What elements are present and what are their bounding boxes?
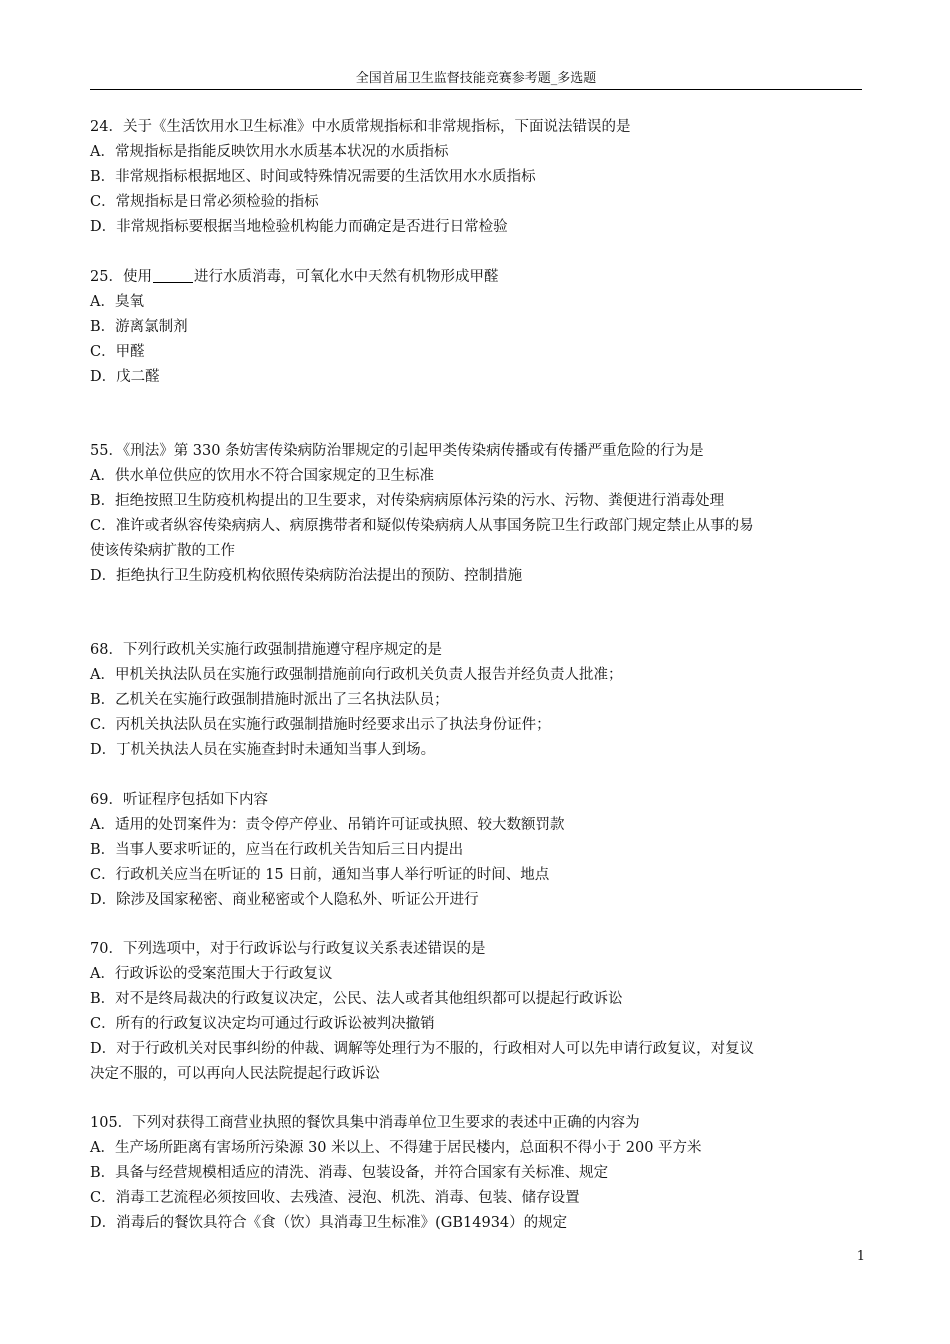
option-c: C．消毒工艺流程必须按回收、去残渣、浸泡、机洗、消毒、包装、储存设置 bbox=[90, 1190, 580, 1206]
option-c: C．甲醛 bbox=[90, 344, 145, 360]
option-d-continued: 决定不服的，可以再向人民法院提起行政诉讼 bbox=[90, 1066, 380, 1082]
option-b: B．拒绝按照卫生防疫机构提出的卫生要求，对传染病病原体污染的污水、污物、粪便进行消毒处理 bbox=[90, 493, 725, 509]
option-d: D．消毒后的餐饮具符合《食（饮）具消毒卫生标准》(GB14934）的规定 bbox=[90, 1215, 568, 1231]
question-stem: 70．下列选项中，对于行政诉讼与行政复议关系表述错误的是 bbox=[90, 941, 486, 957]
question-stem bbox=[90, 265, 862, 290]
option-d: D．戊二醛 bbox=[90, 369, 160, 385]
question-24 bbox=[90, 115, 862, 240]
question-25 bbox=[90, 265, 862, 390]
option-d: D．非常规指标要根据当地检验机构能力而确定是否进行日常检验 bbox=[90, 219, 508, 235]
fill-in-blank bbox=[153, 266, 193, 283]
option-c: C．丙机关执法队员在实施行政强制措施时经要求出示了执法身份证件； bbox=[90, 717, 551, 733]
page-number: 1 bbox=[856, 1249, 865, 1264]
question-stem: 69．听证程序包括如下内容 bbox=[90, 792, 268, 808]
question-stem: 68．下列行政机关实施行政强制措施遵守程序规定的是 bbox=[90, 642, 442, 658]
option-b: B．非常规指标根据地区、时间或特殊情况需要的生活饮用水水质指标 bbox=[90, 169, 536, 185]
option-b: B．游离氯制剂 bbox=[90, 319, 188, 335]
option-a: A．臭氧 bbox=[90, 294, 144, 310]
option-b: B．当事人要求听证的，应当在行政机关告知后三日内提出 bbox=[90, 842, 464, 858]
stem-after-blank: 进行水质消毒，可氧化水中天然有机物形成甲醛 bbox=[193, 269, 499, 285]
question-stem: 55．《刑法》第 330 条妨害传染病防治罪规定的引起甲类传染病传播或有传播严重危险的行为是 bbox=[90, 443, 704, 459]
page-header-title: 全国首届卫生监督技能竞赛参考题_多选题 bbox=[355, 71, 597, 86]
option-b: B．乙机关在实施行政强制措施时派出了三名执法队员； bbox=[90, 692, 449, 708]
option-b: B．具备与经营规模相适应的清洗、消毒、包装设备，并符合国家有关标准、规定 bbox=[90, 1165, 609, 1181]
option-a: A．供水单位供应的饮用水不符合国家规定的卫生标准 bbox=[90, 468, 434, 484]
option-a: A．行政诉讼的受案范围大于行政复议 bbox=[90, 966, 333, 982]
question-68 bbox=[90, 638, 862, 763]
option-a: A．常规指标是指能反映饮用水水质基本状况的水质指标 bbox=[90, 144, 449, 160]
question-69 bbox=[90, 788, 862, 913]
option-c: C．常规指标是日常必须检验的指标 bbox=[90, 194, 319, 210]
option-d: D．丁机关执法人员在实施查封时未通知当事人到场。 bbox=[90, 742, 436, 758]
option-c-continued: 使该传染病扩散的工作 bbox=[90, 543, 235, 559]
option-a: A．生产场所距离有害场所污染源 30 米以上、不得建于居民楼内，总面积不得小于 200 平方米 bbox=[90, 1140, 702, 1156]
option-d: D．对于行政机关对民事纠纷的仲裁、调解等处理行为不服的，行政相对人可以先申请行政复议，对复议 bbox=[90, 1041, 755, 1057]
header-rule bbox=[90, 89, 862, 90]
question-55 bbox=[90, 439, 862, 589]
option-d: D．拒绝执行卫生防疫机构依照传染病防治法提出的预防、控制措施 bbox=[90, 568, 523, 584]
question-70 bbox=[90, 937, 862, 1087]
option-c: C．准许或者纵容传染病病人、病原携带者和疑似传染病病人从事国务院卫生行政部门规定禁止从事的易 bbox=[90, 518, 754, 534]
option-b: B．对不是终局裁决的行政复议决定，公民、法人或者其他组织都可以提起行政诉讼 bbox=[90, 991, 623, 1007]
question-stem: 24．关于《生活饮用水卫生标准》中水质常规指标和非常规指标，下面说法错误的是 bbox=[90, 119, 631, 135]
option-c: C．行政机关应当在听证的 15 日前，通知当事人举行听证的时间、地点 bbox=[90, 867, 550, 883]
option-a: A．适用的处罚案件为：责令停产停业、吊销许可证或执照、较大数额罚款 bbox=[90, 817, 565, 833]
option-c: C．所有的行政复议决定均可通过行政诉讼被判决撤销 bbox=[90, 1016, 435, 1032]
stem-before-blank: 25．使用 bbox=[90, 269, 152, 285]
option-a: A．甲机关执法队员在实施行政强制措施前向行政机关负责人报告并经负责人批准； bbox=[90, 667, 623, 683]
question-105 bbox=[90, 1111, 862, 1236]
option-d: D．除涉及国家秘密、商业秘密或个人隐私外、听证公开进行 bbox=[90, 892, 479, 908]
question-stem: 105．下列对获得工商营业执照的餐饮具集中消毒单位卫生要求的表述中正确的内容为 bbox=[90, 1115, 640, 1131]
